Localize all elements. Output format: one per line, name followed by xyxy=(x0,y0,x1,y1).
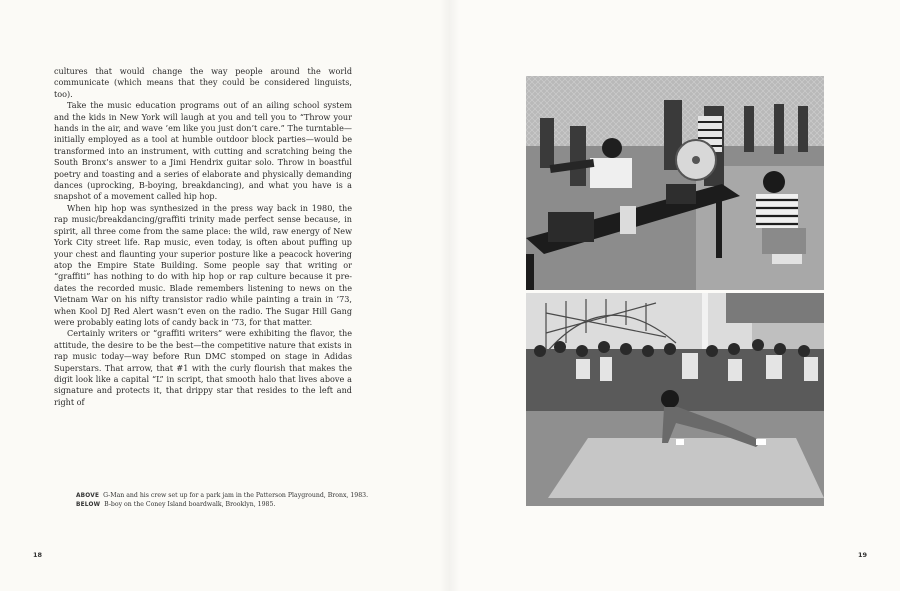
caption-above-text: G-Man and his crew set up for a park jam in the Patterson Playground, Bronx, 1983. xyxy=(103,492,369,499)
caption-below-label: BELOW xyxy=(76,501,101,508)
paragraph: Take the music education programs out of an ailing school system and the kids in New York will laugh at you and tell you to “Throw your hands in the air, and wave ’em like you just don’t care.” The turntable—initially employed as a tool at humble outdoor block parties—would be transformed into an instrument, with cutting and scratching being the South Bronx’s answer to a Jimi Hendrix guitar solo. Throw in boastful poetry and toasting and a series of elaborate and physically demanding dances (uprocking, B-boying, breakdancing), and what you have is a snapshot of a movement called hip hop. xyxy=(54,100,352,202)
photo-bboy-boardwalk xyxy=(526,293,824,506)
paragraph: Certainly writers or “graffiti writers” were exhibiting the flavor, the attitude, the desire to be the best—the competitive nature that exists in rap music today—way before Run DMC stomped on stage in Adidas Superstars. That arrow, that #1 with the curly flourish that makes the digit look like a capital “L” in script, that smooth halo that lives above a signature and protects it, that drippy star that resides to the left and right of xyxy=(54,328,352,407)
caption-above xyxy=(76,492,376,501)
paragraph: When hip hop was synthesized in the press way back in 1980, the rap music/breakdancing/graffiti trinity made perfect sense because, in spirit, all three come from the same place: the wild, raw energy of New York City street life. Rap music, even today, is often about puffing up your chest and flaunting your superior posture like a peacock hovering atop the Empire State Building. Some people say that writing or “graffiti” has nothing to do with hip hop or rap culture because it pre-dates the recorded music. Blade remembers listening to news on the Vietnam War on his nifty transistor radio while painting a train in ’73, when Kool DJ Red Alert wasn’t even on the radio. The Sugar Hill Gang were probably eating lots of candy back in ’73, for that matter. xyxy=(54,202,352,327)
page-number-right: 19 xyxy=(858,551,868,559)
page-number-left: 18 xyxy=(33,551,43,559)
photo-park-jam xyxy=(526,76,824,290)
photo-captions xyxy=(76,492,376,509)
caption-above-label: ABOVE xyxy=(76,493,100,499)
caption-below-text: B-boy on the Coney Island boardwalk, Brooklyn, 1985. xyxy=(104,500,276,508)
caption-below xyxy=(76,501,376,510)
paragraph: cultures that would change the way people around the world communicate (which means that they could be considered linguists, too). xyxy=(54,66,352,99)
book-gutter xyxy=(440,0,460,591)
body-text xyxy=(54,66,352,408)
